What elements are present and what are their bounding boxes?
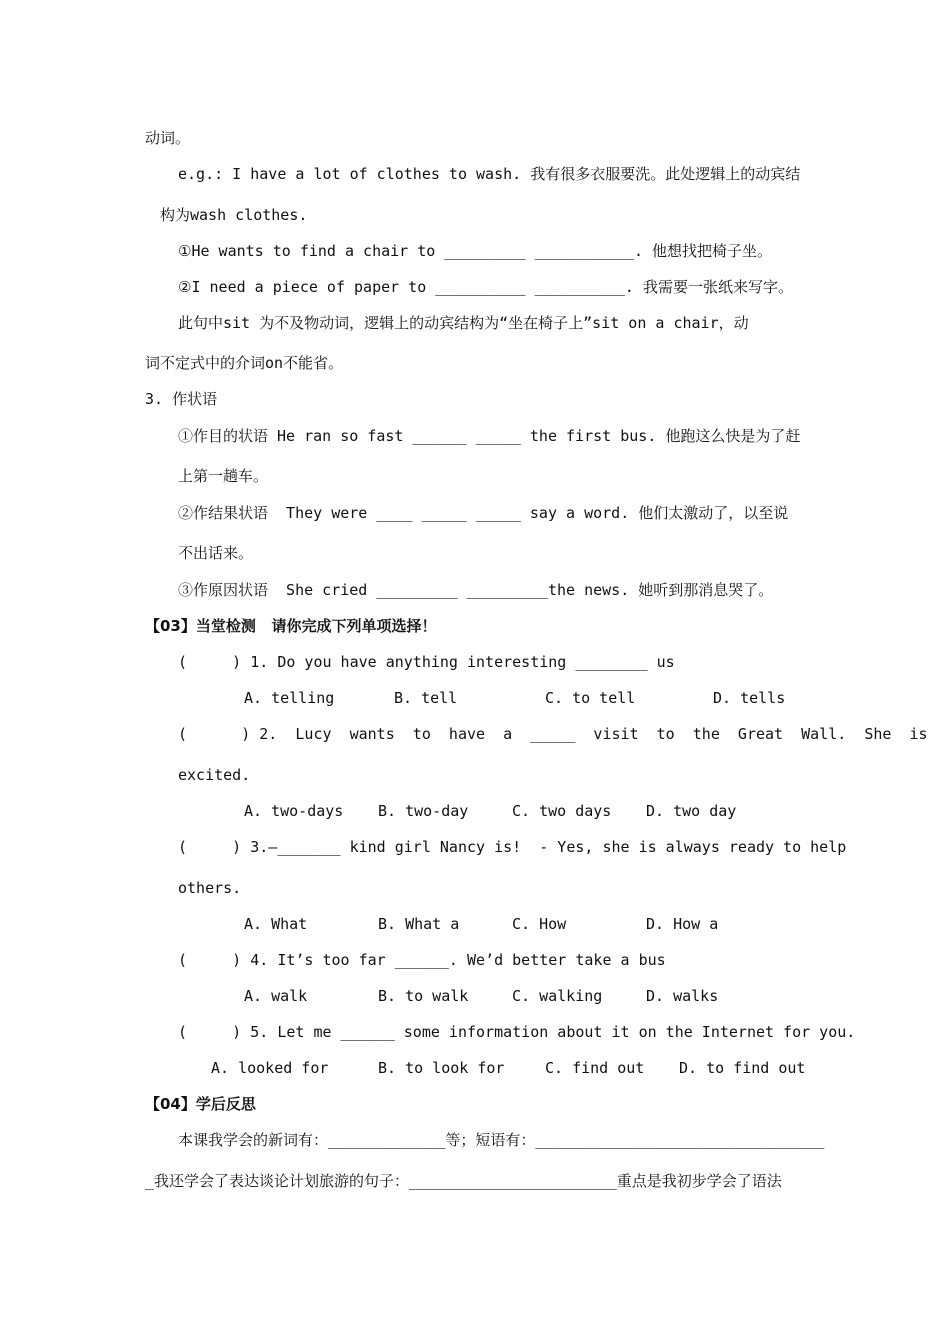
question-5: ( ) 5. Let me ______ some information about it on the Internet for you.: [178, 1023, 856, 1041]
question-4: ( ) 4. It’s too far ______. We’d better take a bus: [178, 951, 666, 969]
question-2-continued: excited.: [178, 766, 251, 784]
text-line: ②作结果状语 They were ____ _____ _____ say a word. 他们太激动了，以至说: [178, 504, 789, 522]
option-a: A. What: [244, 915, 308, 933]
option-a: A. looked for: [211, 1059, 329, 1077]
option-d: D. tells: [713, 689, 786, 707]
question-3: ( ) 3.—_______ kind girl Nancy is! - Yes, she is always ready to help: [178, 838, 847, 856]
option-b: B. tell: [394, 689, 458, 707]
question-2: ( ) 2. Lucy wants to have a _____ visit to the Great Wall. She is: [178, 725, 928, 743]
text-line: 构为wash clothes.: [160, 206, 308, 224]
question-1: ( ) 1. Do you have anything interesting ________ us: [178, 653, 675, 671]
option-b: B. two-day: [378, 802, 469, 820]
text-line: 词不定式中的介词on不能省。: [145, 354, 344, 372]
option-c: C. two days: [512, 802, 612, 820]
text-line: ③作原因状语 She cried _________ _________the news. 她听到那消息哭了。: [178, 581, 774, 599]
section-heading: 3. 作状语: [145, 390, 218, 408]
text-line: ②I need a piece of paper to __________ __________. 我需要一张纸来写字。: [178, 278, 793, 296]
text-line: ①He wants to find a chair to _________ ___________. 他想找把椅子坐。: [178, 242, 773, 260]
text-line: 动词。: [145, 129, 191, 147]
option-b: B. to walk: [378, 987, 469, 1005]
option-c: C. walking: [512, 987, 603, 1005]
option-d: D. How a: [646, 915, 719, 933]
option-c: C. to tell: [545, 689, 636, 707]
text-line: ①作目的状语 He ran so fast ______ _____ the first bus. 他跑这么快是为了赶: [178, 427, 801, 445]
option-b: B. to look for: [378, 1059, 505, 1077]
reflection-line: 本课我学会的新词有：_____________等；短语有：________________________________: [178, 1131, 825, 1149]
option-d: D. to find out: [679, 1059, 806, 1077]
text-line: e.g.: I have a lot of clothes to wash. 我有很多衣服要洗。此处逻辑上的动宾结: [178, 165, 801, 183]
option-a: A. two-days: [244, 802, 344, 820]
section-heading-04: 【04】学后反思: [145, 1095, 256, 1113]
text-line: 不出话来。: [178, 544, 254, 562]
option-a: A. walk: [244, 987, 308, 1005]
section-heading-03: 【03】当堂检测 请你完成下列单项选择！: [145, 617, 437, 635]
option-a: A. telling: [244, 689, 335, 707]
text-line: 上第一趟车。: [178, 467, 269, 485]
option-b: B. What a: [378, 915, 460, 933]
option-c: C. find out: [545, 1059, 645, 1077]
option-d: D. walks: [646, 987, 719, 1005]
reflection-line: _我还学会了表达谈论计划旅游的句子：_______________________重点是我初步学会了语法: [145, 1172, 782, 1190]
question-3-continued: others.: [178, 879, 242, 897]
text-line: 此句中sit 为不及物动词，逻辑上的动宾结构为“坐在椅子上”sit on a chair，动: [178, 314, 749, 332]
option-d: D. two day: [646, 802, 737, 820]
option-c: C. How: [512, 915, 567, 933]
